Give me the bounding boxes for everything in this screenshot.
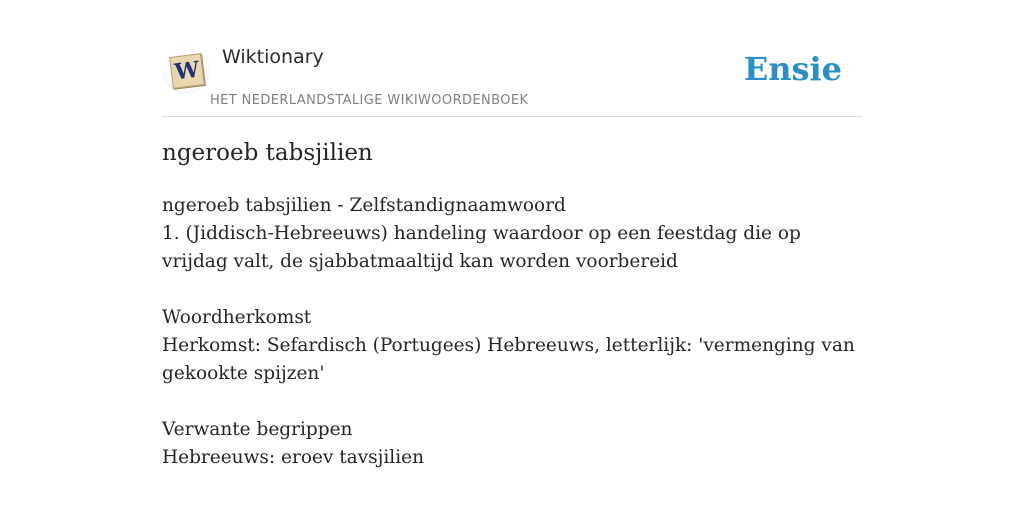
definition: 1. (Jiddisch-Hebreeuws) handeling waardoor op een feestdag die op vrijdag valt, de sjabbatmaaltijd kan worden voorbereid [162,223,801,272]
entry-content [162,192,862,472]
ensie-brand-link[interactable]: Ensie [743,50,842,88]
wiktionary-logo[interactable] [162,46,210,94]
etymology-text: Herkomst: Sefardisch (Portugees) Hebreeuws, letterlijk: 'vermenging van gekookte spijzen' [162,335,855,384]
site-header [162,0,862,117]
related-heading: Verwante begrippen [162,419,353,440]
related-text: Hebreeuws: eroev tavsjilien [162,447,424,468]
entry-title: ngeroeb tabsjilien [162,140,373,166]
etymology-heading: Woordherkomst [162,307,312,328]
wiktionary-logo-icon: W [169,53,205,89]
site-subtitle: HET NEDERLANDSTALIGE WIKIWOORDENBOEK [210,93,529,108]
spacer [162,388,862,416]
content-container [162,0,862,468]
site-name[interactable]: Wiktionary [222,46,324,68]
word-type-line: ngeroeb tabsjilien - Zelfstandignaamwoord [162,195,566,216]
spacer [162,276,862,304]
